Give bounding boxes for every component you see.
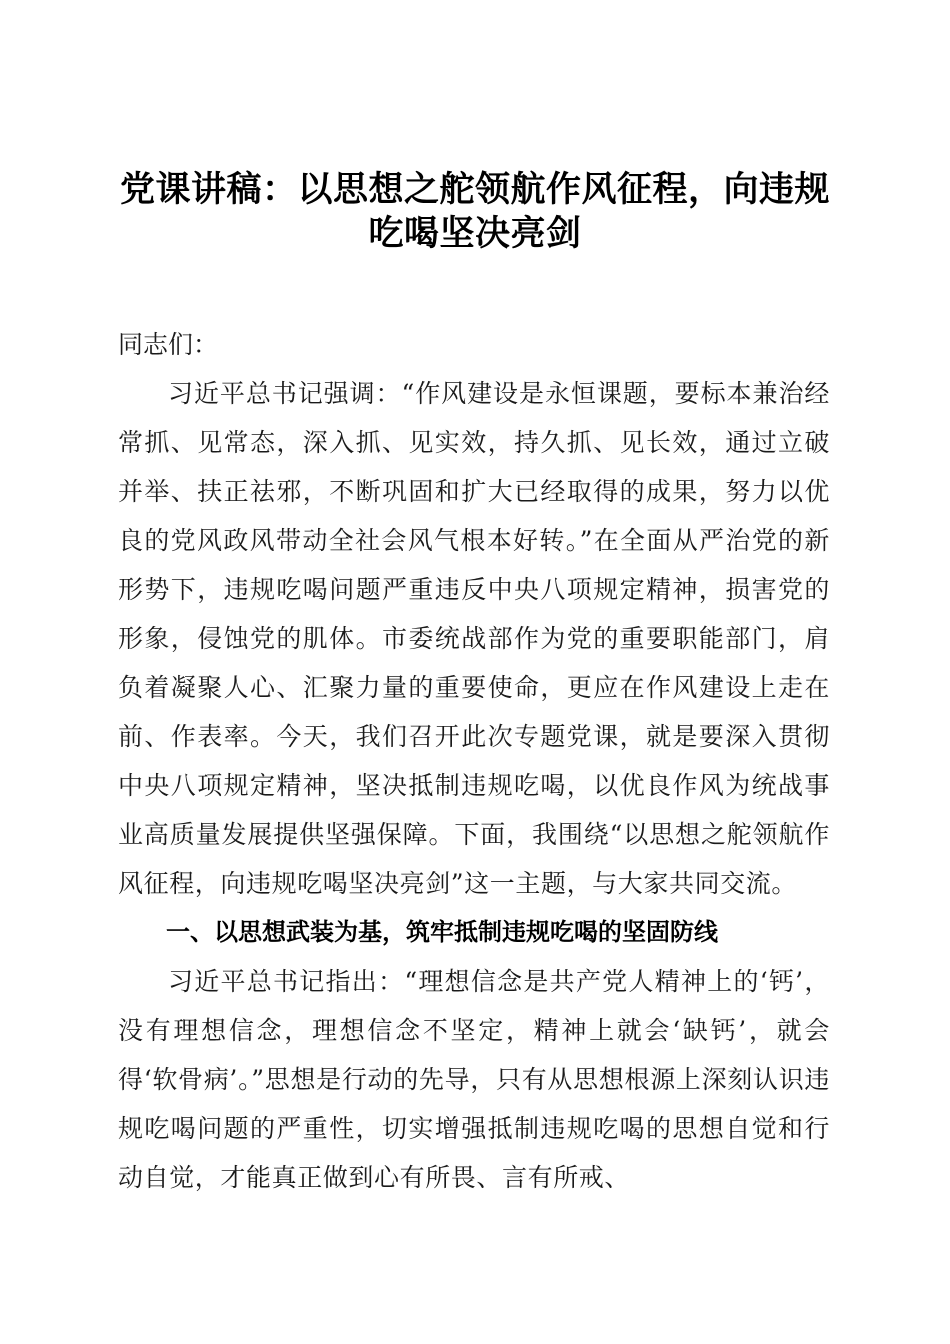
section-heading-1: 一、以思想武装为基，筑牢抵制违规吃喝的坚固防线 xyxy=(166,918,718,946)
title-line-1: 党课讲稿：以思想之舵领航作风征程，向违规 xyxy=(119,169,830,210)
document-title xyxy=(110,168,840,256)
document-body xyxy=(118,320,830,1202)
paragraph-intro: 习近平总书记强调：“作风建设是永恒课题，要标本兼治经常抓、见常态，深入抓、见实效，持久抓、见长效，通过立破并举、扶正祛邪，不断巩固和扩大已经取得的成果，努力以优良的党风政风带动全社会风气根本好转。”在全面从严治党的新形势下，违规吃喝问题严重违反中央八项规定精神，损害党的形象，侵蚀党的肌体。市委统战部作为党的重要职能部门，肩负着凝聚人心、汇聚力量的重要使命，更应在作风建设上走在前、作表率。今天，我们召开此次专题党课，就是要深入贯彻中央八项规定精神，坚决抵制违规吃喝，以优良作风为统战事业高质量发展提供坚强保障。下面，我围绕“以思想之舵领航作风征程，向违规吃喝坚决亮剑”这一主题，与大家共同交流。 xyxy=(118,379,830,898)
title-line-2: 吃喝坚决亮剑 xyxy=(368,213,582,254)
paragraph-section-1: 习近平总书记指出：“理想信念是共产党人精神上的‘钙’，没有理想信念，理想信念不坚定，精神上就会‘缺钙’，就会得‘软骨病’。”思想是行动的先导，只有从思想根源上深刻认识违规吃喝问题的严重性，切实增强抵制违规吃喝的思想自觉和行动自觉，才能真正做到心有所畏、言有所戒、 xyxy=(118,967,830,1192)
salutation: 同志们： xyxy=(118,330,219,359)
